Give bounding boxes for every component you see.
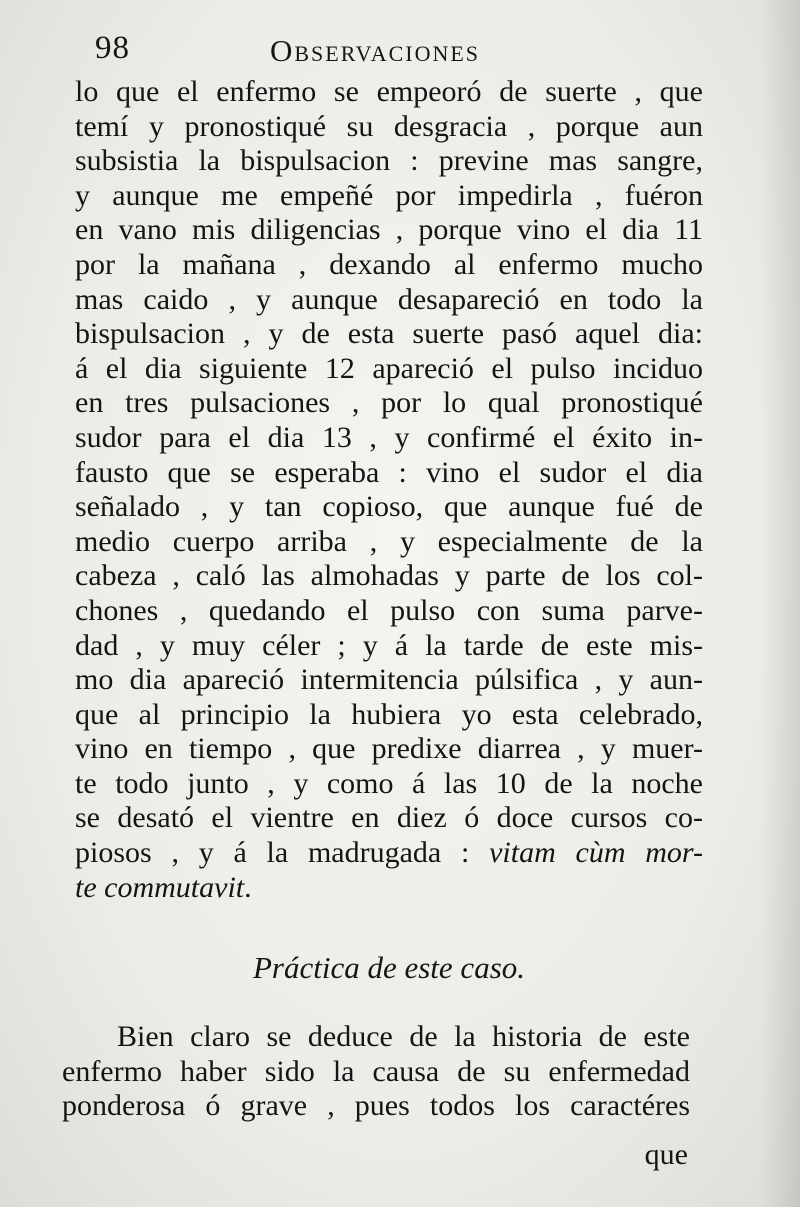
text-roman: piosos , y á la madrugada : <box>75 836 490 870</box>
text-line: vino en tiempo , que predixe diarrea , y muer- <box>75 732 703 766</box>
text-line: enfermo haber sido la causa de su enfermedad <box>62 1054 690 1088</box>
text-line: á el dia siguiente 12 apareció el pulso inciduo <box>75 351 703 385</box>
text-line: mas caido , y aunque desapareció en todo la <box>75 282 703 316</box>
text-line: y aunque me empeñé por impedirla , fuéron <box>75 178 703 212</box>
catchword: que <box>644 1138 688 1171</box>
running-head: Observaciones <box>270 33 481 68</box>
text-line: señalado , y tan copioso, que aunque fué de <box>75 490 703 524</box>
paragraph-1 <box>75 75 703 905</box>
page-header <box>95 30 715 78</box>
text-line: cabeza , caló las almohadas y parte de los col- <box>75 559 703 593</box>
text-line: Bien claro se deduce de la historia de este <box>117 1020 690 1053</box>
text-line-mixed <box>75 871 703 906</box>
section-heading: Práctica de este caso. <box>252 950 526 985</box>
page-number: 98 <box>95 30 130 66</box>
text-line: temí y pronostiqué su desgracia , porque aun <box>75 109 703 143</box>
text-line: te todo junto , y como á las 10 de la noche <box>75 766 703 800</box>
text-line: por la mañana , dexando al enfermo mucho <box>75 247 703 281</box>
text-line: en tres pulsaciones , por lo qual pronostiqué <box>75 386 703 420</box>
text-roman: . <box>244 870 252 904</box>
text-line: dad , y muy céler ; y á la tarde de este mis- <box>75 628 703 662</box>
text-line: mo dia apareció intermitencia púlsifica , y aun- <box>75 663 703 697</box>
latin-quote: vitam cùm mor- <box>489 836 703 870</box>
text-line: bispulsacion , y de esta suerte pasó aquel dia: <box>75 317 703 351</box>
text-line: fausto que se esperaba : vino el sudor el dia <box>75 455 703 489</box>
text-line-mixed <box>75 836 703 871</box>
text-line: se desató el vientre en diez ó doce cursos co- <box>75 801 703 835</box>
text-line: ponderosa ó grave , pues todos los caractéres <box>62 1089 690 1123</box>
text-line: en vano mis diligencias , porque vino el dia 11 <box>75 213 703 247</box>
text-line: medio cuerpo arriba , y especialmente de la <box>75 524 703 558</box>
text-line: sudor para el dia 13 , y confirmé el éxito in- <box>75 420 703 454</box>
text-line: que al principio la hubiera yo esta celebrado, <box>75 697 703 731</box>
page-edge-shadow <box>760 0 800 1207</box>
paragraph-2 <box>62 1020 690 1124</box>
text-line: lo que el enfermo se empeoró de suerte , que <box>75 75 703 108</box>
text-line: subsistia la bispulsacion : previne mas sangre, <box>75 144 703 178</box>
text-line: chones , quedando el pulso con suma parve- <box>75 593 703 627</box>
latin-quote: te commutavit <box>75 870 245 904</box>
